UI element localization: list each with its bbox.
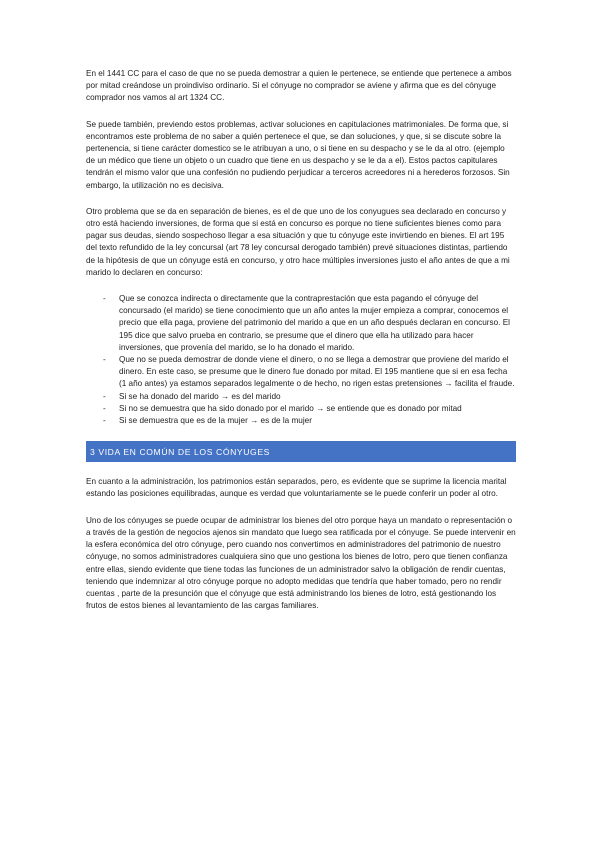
list-item-text: Que se conozca indirecta o directamente que la contraprestación que esta pagando el cónyuge del concursado (el marido) se tiene conocimiento que un año antes la mujer empieza a comprar, conocemos el precio que ella paga, proviene del patrimonio del marido a que en un año después declaran en concurso. El 195 dice que salvo prueba en contrario, se presume que el dinero que ella ha utilizado para hacer inversiones, que provenía del marido, se lo ha donado el marido. xyxy=(119,294,510,352)
list-item-text: Que no se pueda demostrar de donde viene el dinero, o no se llega a demostrar que proviene del marido el dinero. En este caso, se presume que le dinero fue donado por mitad. El 195 mantiene que si en esa fecha (1 año antes) ya estamos separados legalmente o de hecho, no rigen estas pretensiones → facilita el fraude. xyxy=(119,355,515,389)
list-item-text: Si no se demuestra que ha sido donado por el marido → se entiende que es donado por mitad xyxy=(119,403,462,413)
paragraph-concurso: Otro problema que se da en separación de bienes, es el de que uno de los conyugues sea declarado en concurso y otro está haciendo inversiones, de forma que si está en concurso es porque no tiene suficientes bienes como para pagar sus deudas, siendo sospechoso llegar a esa situación y que tu cónyuge este invirtiendo en bienes. El art 195 del texto refundido de la ley concursal (art 78 ley concursal derogado también) prevé situaciones distintas, partiendo de la hipótesis de que un cónyuge está en concurso, y otro hace múltiples inversiones justo el año antes de que a mi marido lo declaren en concurso: xyxy=(86,206,510,277)
list-item xyxy=(86,403,516,415)
section-heading: 3 VIDA EN COMÚN DE LOS CÓNYUGES xyxy=(86,441,516,462)
bullet-dash: - xyxy=(103,403,106,413)
document-page xyxy=(86,68,516,626)
paragraph-1441-cc: En el 1441 CC para el caso de que no se pueda demostrar a quien le pertenece, se entiende que pertenece a ambos por mitad creándose un proindiviso ordinario. Si el cónyuge no comprador se aviene y afirma que es del cónyuge comprador nos vamos al art 1324 CC. xyxy=(86,69,512,103)
bullet-dash: - xyxy=(103,416,106,426)
list-item xyxy=(86,354,516,391)
list-item-text: Si se ha donado del marido → es del marido xyxy=(119,391,281,401)
bullet-dash: - xyxy=(103,294,106,304)
paragraph-mandato: Uno de los cónyuges se puede ocupar de administrar los bienes del otro porque haya un mandato o representación o a través de la gestión de negocios ajenos sin mandato que luego sea ratificada por el cónyuge. Se puede intervenir en la esfera económica del otro cónyuge, pero cuando nos convertimos en administradores del patrimonio de nuestro cónyuge, no somos administradores cualquiera sino que uno gestiona los bienes de lotro, pero que tienen confianza entre ellas, siendo evidente que tiene todas las funciones de un administrador salvo la obligación de rendir cuentas, teniendo que indemnizar al otro cónyuge porque no adopto medidas que tendría que haber tomado, pero no rendir cuentas , parte de la presunción que el cónyuge que está administrando los bienes de lotro, está gestionando los frutos de estos bienes al levantamiento de las cargas familiares. xyxy=(86,515,516,611)
list-item xyxy=(86,391,516,403)
list-item-text: Si se demuestra que es de la mujer → es de la mujer xyxy=(119,416,312,426)
presumptions-list xyxy=(86,293,516,427)
bullet-dash: - xyxy=(103,391,106,401)
paragraph-administracion: En cuanto a la administración, los patrimonios están separados, pero, es evidente que se suprime la licencia marital estando las posiciones equilibradas, aunque es verdad que voluntariamente se le puede conferir un poder al otro. xyxy=(86,477,507,499)
list-item xyxy=(86,415,516,427)
list-item xyxy=(86,293,516,354)
bullet-dash: - xyxy=(103,355,106,365)
paragraph-capitulaciones: Se puede también, previendo estos problemas, activar soluciones en capitulaciones matrimoniales. De forma que, si encontramos este problema de no saber a quién pertenece el que, se dan soluciones, y que, si se discute sobre la pertenencia, si tiene carácter domestico se le atribuyan a uno, o si tiene en su despacho y se le da al otro. (ejemplo de un médico que tiene un objeto o un cuadro que tiene en us despacho y se le da a el). Estos pactos capitulares tendrán el mismo valor que una confesión no pudiendo perjudicar a terceros acreedores ni a herederos forzosos. Sin embargo, la utilización no es decisiva. xyxy=(86,119,510,190)
